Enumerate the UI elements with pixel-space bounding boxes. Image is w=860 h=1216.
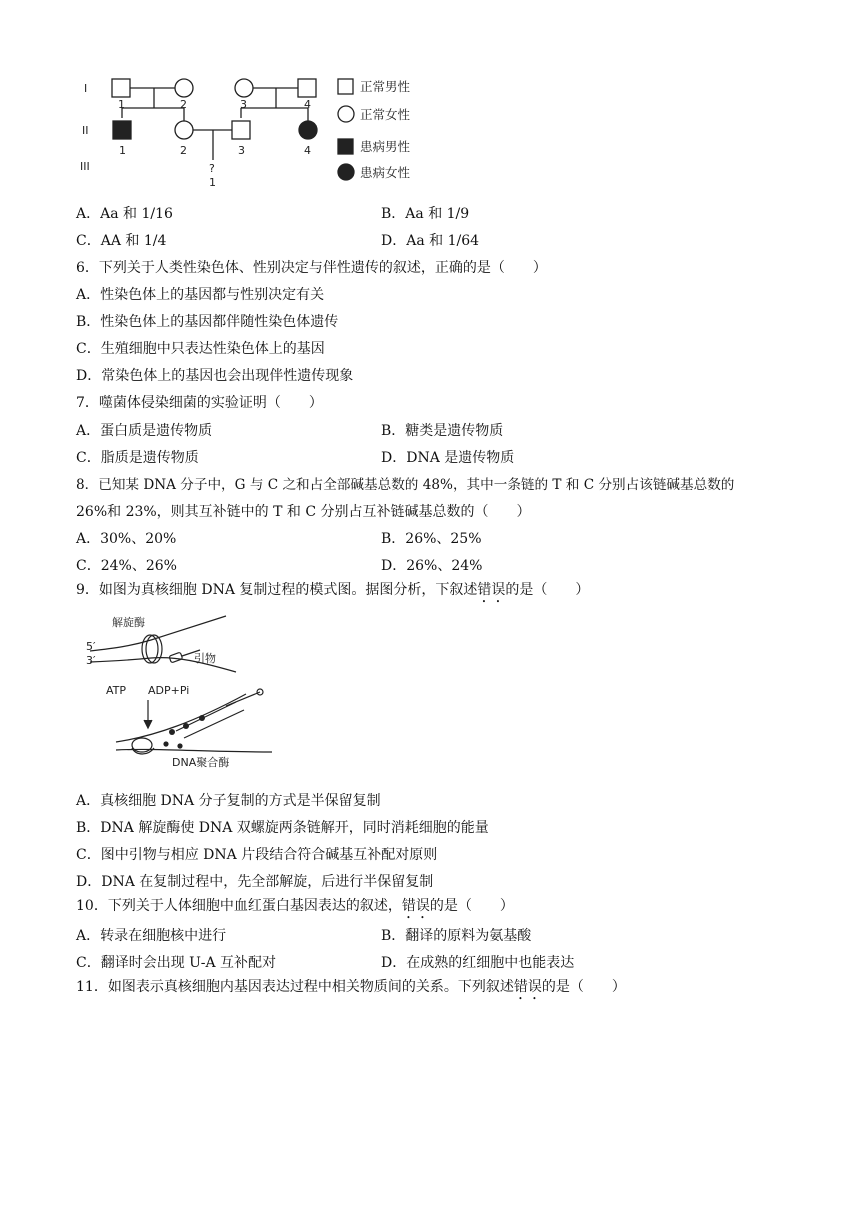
- q10-stem: [76, 896, 514, 922]
- gen2-affected-male-1: [113, 121, 131, 139]
- gen3-number: 1: [209, 176, 216, 189]
- legend-normal-female: 正常女性: [360, 107, 411, 122]
- gen1-female-2: [175, 79, 193, 97]
- q6-option-d: D．常染色体上的基因也会出现伴性遗传现象: [76, 368, 354, 384]
- strand-5-label: 5′: [86, 640, 96, 653]
- strand-3-label: 3′: [86, 654, 96, 667]
- q9-option-a: A．真核细胞 DNA 分子复制的方式是半保留复制: [76, 793, 381, 809]
- q7-option-b: B．糖类是遗传物质: [381, 423, 504, 439]
- q7-option-d: D．DNA 是遗传物质: [381, 450, 515, 466]
- gen2-number: 2: [180, 144, 187, 157]
- gen2-female-2: [175, 121, 193, 139]
- q10-stem-emphasis: 错误: [401, 898, 430, 914]
- polymerase-label: DNA聚合酶: [172, 756, 230, 769]
- gen1-number: 3: [240, 98, 247, 111]
- q10-option-a: A．转录在细胞核中进行: [76, 928, 227, 944]
- gen1-female-3: [235, 79, 253, 97]
- gen-label-3: III: [80, 160, 90, 173]
- gen2-number: 3: [238, 144, 245, 157]
- q7-option-a: A．蛋白质是遗传物质: [76, 423, 213, 439]
- q9-stem: [76, 580, 589, 606]
- q8-option-a: A．30%、20%: [76, 531, 177, 547]
- q8-stem-line1: 8．已知某 DNA 分子中，G 与 C 之和占全部碱基总数的 48%，其中一条链的 T 和 C 分别占该链碱基总数的: [76, 477, 735, 493]
- gen1-number: 4: [304, 98, 311, 111]
- dna-replication-figure: [76, 606, 286, 776]
- q10-stem-end: 的是（ ）: [429, 898, 514, 914]
- gen3-unknown-mark: ?: [209, 162, 215, 175]
- q9-stem-text: 9．如图为真核细胞 DNA 复制过程的模式图。据图分析，下叙述: [76, 582, 478, 598]
- q10-option-b: B．翻译的原料为氨基酸: [381, 928, 532, 944]
- primer-label: 引物: [194, 652, 216, 665]
- gen2-number: 4: [304, 144, 311, 157]
- q6-option-a: A．性染色体上的基因都与性别决定有关: [76, 287, 325, 303]
- q6-option-c: C．生殖细胞中只表达性染色体上的基因: [76, 341, 325, 357]
- helicase-shape: [142, 635, 158, 663]
- q11-stem-emphasis: 错误: [513, 979, 542, 995]
- legend-normal-female-icon: [338, 106, 354, 122]
- legend-affected-male-icon: [338, 139, 353, 154]
- q10-stem-text: 10．下列关于人体细胞中血红蛋白基因表达的叙述，: [76, 898, 402, 914]
- q11-stem-end: 的是（ ）: [541, 979, 626, 995]
- legend-affected-male: 患病男性: [360, 139, 411, 154]
- q5-option-a: A．Aa 和 1/16: [76, 206, 173, 222]
- gen-label-2: II: [82, 124, 89, 137]
- q9-stem-emphasis: 错误: [477, 582, 506, 598]
- legend-affected-female-icon: [338, 164, 354, 180]
- q9-stem-end: 的是（ ）: [505, 582, 590, 598]
- q9-option-b: B．DNA 解旋酶使 DNA 双螺旋两条链解开，同时消耗细胞的能量: [76, 820, 489, 836]
- q7-option-c: C．脂质是遗传物质: [76, 450, 199, 466]
- q8-option-c: C．24%、26%: [76, 558, 177, 574]
- q11-stem: [76, 977, 626, 1003]
- gen1-number: 2: [180, 98, 187, 111]
- q10-option-c: C．翻译时会出现 U-A 互补配对: [76, 955, 277, 971]
- q10-option-d: D．在成熟的红细胞中也能表达: [381, 955, 575, 971]
- q9-option-c: C．图中引物与相应 DNA 片段结合符合碱基互补配对原则: [76, 847, 438, 863]
- atp-label: ATP: [106, 684, 127, 697]
- q11-stem-text: 11．如图表示真核细胞内基因表达过程中相关物质间的关系。下列叙述: [76, 979, 514, 995]
- q8-stem-line2: 26%和 23%，则其互补链中的 T 和 C 分别占互补链碱基总数的（ ）: [76, 504, 531, 520]
- gen-label-1: I: [84, 82, 88, 95]
- helicase-label: 解旋酶: [112, 616, 145, 629]
- q6-option-b: B．性染色体上的基因都伴随性染色体遗传: [76, 314, 339, 330]
- gen1-male-4: [298, 79, 316, 97]
- gen2-number: 1: [119, 144, 126, 157]
- legend-affected-female: 患病女性: [360, 165, 411, 180]
- q5-option-d: D．Aa 和 1/64: [381, 233, 480, 249]
- q8-option-d: D．26%、24%: [381, 558, 483, 574]
- pedigree-figure: [76, 66, 426, 192]
- q8-option-b: B．26%、25%: [381, 531, 482, 547]
- q5-option-c: C．AA 和 1/4: [76, 233, 167, 249]
- q6-stem: 6．下列关于人类性染色体、性别决定与伴性遗传的叙述，正确的是（ ）: [76, 260, 547, 276]
- adp-label: ADP+Pi: [148, 684, 190, 697]
- gen2-affected-female-4: [299, 121, 317, 139]
- gen1-male-1: [112, 79, 130, 97]
- legend-normal-male-icon: [338, 79, 353, 94]
- gen1-number: 1: [118, 98, 125, 111]
- q5-option-b: B．Aa 和 1/9: [381, 206, 470, 222]
- legend-normal-male: 正常男性: [360, 79, 411, 94]
- gen2-male-3: [232, 121, 250, 139]
- q7-stem: 7．噬菌体侵染细菌的实验证明（ ）: [76, 395, 323, 411]
- q9-option-d: D．DNA 在复制过程中，先全部解旋，后进行半保留复制: [76, 874, 434, 890]
